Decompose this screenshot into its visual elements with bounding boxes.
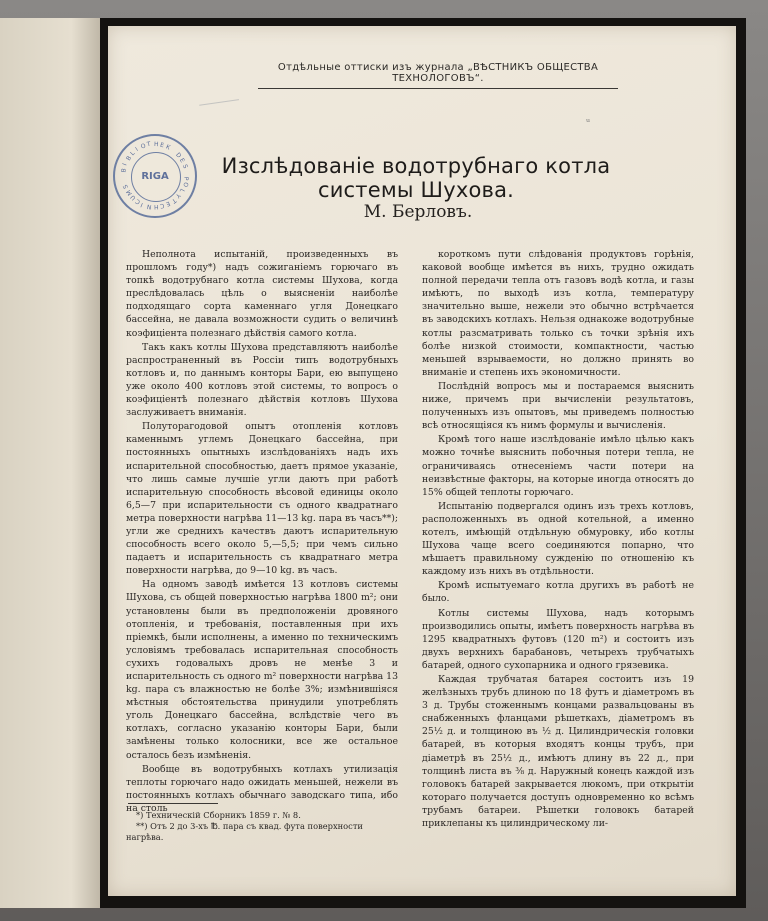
article-author: М. Берловъ.: [363, 202, 473, 222]
stamp-ring-letter: O: [180, 181, 189, 189]
stamp-ring-letter: S: [180, 163, 189, 169]
paragraph: Каждая трубчатая батарея состоитъ изъ 19 желѣзныхъ трубъ длиною по 18 футъ и діаметромъ въ 3 д. Трубы стоженнымъ концами развальцованы въ снабженныхъ фланцами рѣшеткахъ, діаметромъ въ 25½ д. и толщиною въ ½ д. Цилиндрическія головки батарей, въ которыя входятъ концы трубъ, при діаметрѣ въ 25½ д., имѣютъ длину въ 22 д., при толщинѣ листа въ ⅜ д. Наружный конецъ каждой изъ головокъ батарей закрывается люкомъ, при открытіи котораго получается доступъ одновременно ко всѣмъ трубамъ батареи. Рѣшетки головокъ батарей приклепаны къ цилиндрическому ли-: [422, 674, 694, 830]
stamp-ring-letter: C: [159, 201, 166, 210]
stamp-ring-letter: O: [140, 142, 148, 151]
stamp-ring-letter: L: [128, 150, 137, 158]
stamp-ring-letter: N: [146, 202, 153, 210]
footnotes: [126, 810, 398, 843]
paragraph: Кромѣ того наше изслѣдованіе имѣло цѣлью какъ можно точнѣе выяснить побочныя потери тепла, не ограничиваясь отнесеніемъ части потери на неизвѣстные факторы, на которые иногда относятъ до 15% общей теплоты горючаго.: [422, 434, 694, 498]
stamp-ring-letter: I: [121, 162, 129, 167]
stamp-ring-letter: U: [128, 193, 138, 202]
paragraph: короткомъ пути слѣдованія продуктовъ горѣнія, каковой вообще имѣется въ нихъ, трудно ожидать полной передачи тепла отъ газовъ водѣ котла, и газы имѣютъ, по выходѣ изъ котла, температуру значительно выше, нежели это обычно встрѣчается въ заводскихъ котлахъ. Нельзя однакоже водотрубные котлы разсматривать только съ точки зрѣнія ихъ болѣе низкой стоимости, компактности, частью меньшей взрываемости, но должно принять во вниманіе и степень ихъ экономичности.: [422, 249, 694, 378]
stamp-ring-letter: H: [153, 140, 159, 149]
stamp-ring-letter: D: [174, 151, 183, 160]
paragraph: Неполнота испытаній, произведенныхъ въ прошломъ году*) надъ сожиганіемъ горючаго въ топкѣ водотрубнаго котла системы Шухова, когда преслѣдовалась цѣль о выясненіи наиболѣе подходящаго сорта каменнаго угля Донецкаго бассейна, не давала возможности судить о величинѣ коэфиціента полезнаго дѣйствія самого котла.: [126, 249, 398, 339]
stamp-ring-letter: H: [153, 202, 159, 211]
stamp-ring-letter: M: [125, 188, 134, 197]
footnote-rule: [128, 803, 218, 804]
stamp-ring-letter: B: [120, 168, 129, 174]
stamp-ring-letter: I: [140, 200, 145, 208]
stamp-ring-letter: T: [169, 196, 178, 205]
paragraph: Кромѣ испытуемаго котла другихъ въ работѣ не было.: [422, 580, 694, 605]
stamp-ring-letter: E: [164, 199, 172, 208]
stamp-ring-letter: K: [164, 143, 172, 152]
stamp-ring-letter: C: [134, 197, 142, 206]
stamp-ring-letter: S: [121, 183, 130, 190]
pencil-tick: ᵤ: [586, 114, 590, 125]
pencil-mark: [197, 83, 239, 105]
footnote: **) Отъ 2 до 3-хъ ℔. пара съ квад. фута поверхности нагрѣва.: [126, 821, 363, 842]
library-stamp: [113, 134, 197, 218]
right-column: [422, 248, 694, 831]
paragraph: Испытанію подвергался одинъ изъ трехъ котловъ, расположенныхъ въ одной котельной, а именно котелъ, имѣющій отдѣльную обмуровку, ибо котлы Шухова чаще всего соединяются попарно, что мѣшаетъ правильному сужденію по отношенію къ каждому изъ нихъ въ отдѣльности.: [422, 500, 694, 578]
stamp-ring-letter: B: [124, 155, 133, 163]
article-title: Изслѣдованіе водотрубнаго котла системы Шухова.: [221, 154, 611, 202]
journal-header: Отдѣльные оттиски изъ журнала „ВѢСТНИКЪ ОБЩЕСТВА ТЕХНОЛОГОВЪ“.: [258, 62, 618, 89]
facing-page-edge: [0, 18, 104, 908]
stamp-ring-letter: T: [146, 141, 152, 149]
paragraph: Такъ какъ котлы Шухова представляютъ наиболѣе распространенный въ Россіи типъ водотрубныхъ котловъ и, по даннымъ конторы Бари, ею выпущено уже около 400 котловъ этой системы, то вопросъ о коэфиціентѣ полезнаго дѣйствія котловъ Шухова заслуживаетъ вниманія.: [126, 341, 398, 419]
stamp-ring-letter: Y: [174, 192, 182, 200]
paragraph: Вообще въ водотрубныхъ котлахъ утилизація теплоты горючаго надо ожидать меньшей, нежели въ постоянныхъ котлахъ обычнаго заводскаго типа, ибо на столь: [126, 763, 398, 814]
stamp-ring-letter: E: [159, 141, 165, 150]
stamp-city: RIGA: [141, 171, 169, 182]
paragraph: Послѣдній вопросъ мы и постараемся выяснить ниже, причемъ при вычисленіи результатовъ, полученныхъ изъ опытовъ, мы приведемъ полностью всѣ относящіяся къ нимъ формулы и вычисленія.: [422, 380, 694, 432]
stamp-ring-letter: L: [177, 187, 186, 194]
stamp-ring-letter: E: [177, 156, 186, 164]
paragraph: Полуторагодовой опытъ отопленія котловъ каменнымъ углемъ Донецкаго бассейна, при постоянныхъ опытныхъ изслѣдованіяхъ надъ ихъ испарительной способностью, даетъ прямое указаніе, что лишь самые лучшіе угли даютъ при работѣ испарительную способность вѣсовой единицы около 6,5—7 при испарительности съ одного квадратнаго метра поверхности нагрѣва 11—13 kg. пара въ часъ**); угли же среднихъ качествъ даютъ испарительную способность всего около 5,—5,5; при чемъ сильно падаетъ и испарительность съ квадратнаго метра поверхности нагрѣва, до 9—10 kg. въ часъ.: [126, 421, 398, 577]
document-page: [108, 26, 736, 896]
footnote: *) Техническій Сборникъ 1859 г. № 8.: [136, 810, 301, 820]
paragraph: На одномъ заводѣ имѣется 13 котловъ системы Шухова, съ общей поверхностью нагрѣва 1800 m²; они установлены были въ предположеніи дровяного отопленія, и требованія, поставленныя при ихъ пріемкѣ, были исполнены, а именно по техническимъ условіямъ требовалась испарительная способность сухихъ годовалыхъ дровъ не менѣе 3 и испарительность съ одного m² поверхности нагрѣва 13 kg. пара съ влажностью не болѣе 3%; измѣнившіяся мѣстныя обстоятельства принудили употреблять уголь Донецкаго бассейна, вслѣдствіе чего въ котлахъ, согласно указанію конторы Бари, были замѣнены только колосники, все же остальное осталось безъ измѣненія.: [126, 579, 398, 761]
paragraph: Котлы системы Шухова, надъ которымъ производились опыты, имѣетъ поверхность нагрѣва въ 1295 квадратныхъ футовъ (120 m²) и состоитъ изъ двухъ верхнихъ барабановъ, четырехъ трубчатыхъ батарей, одного сухопарника и одного грязевика.: [422, 607, 694, 671]
stamp-ring-letter: I: [133, 146, 140, 154]
left-column: [126, 248, 398, 816]
stamp-ring-letter: P: [181, 176, 190, 181]
